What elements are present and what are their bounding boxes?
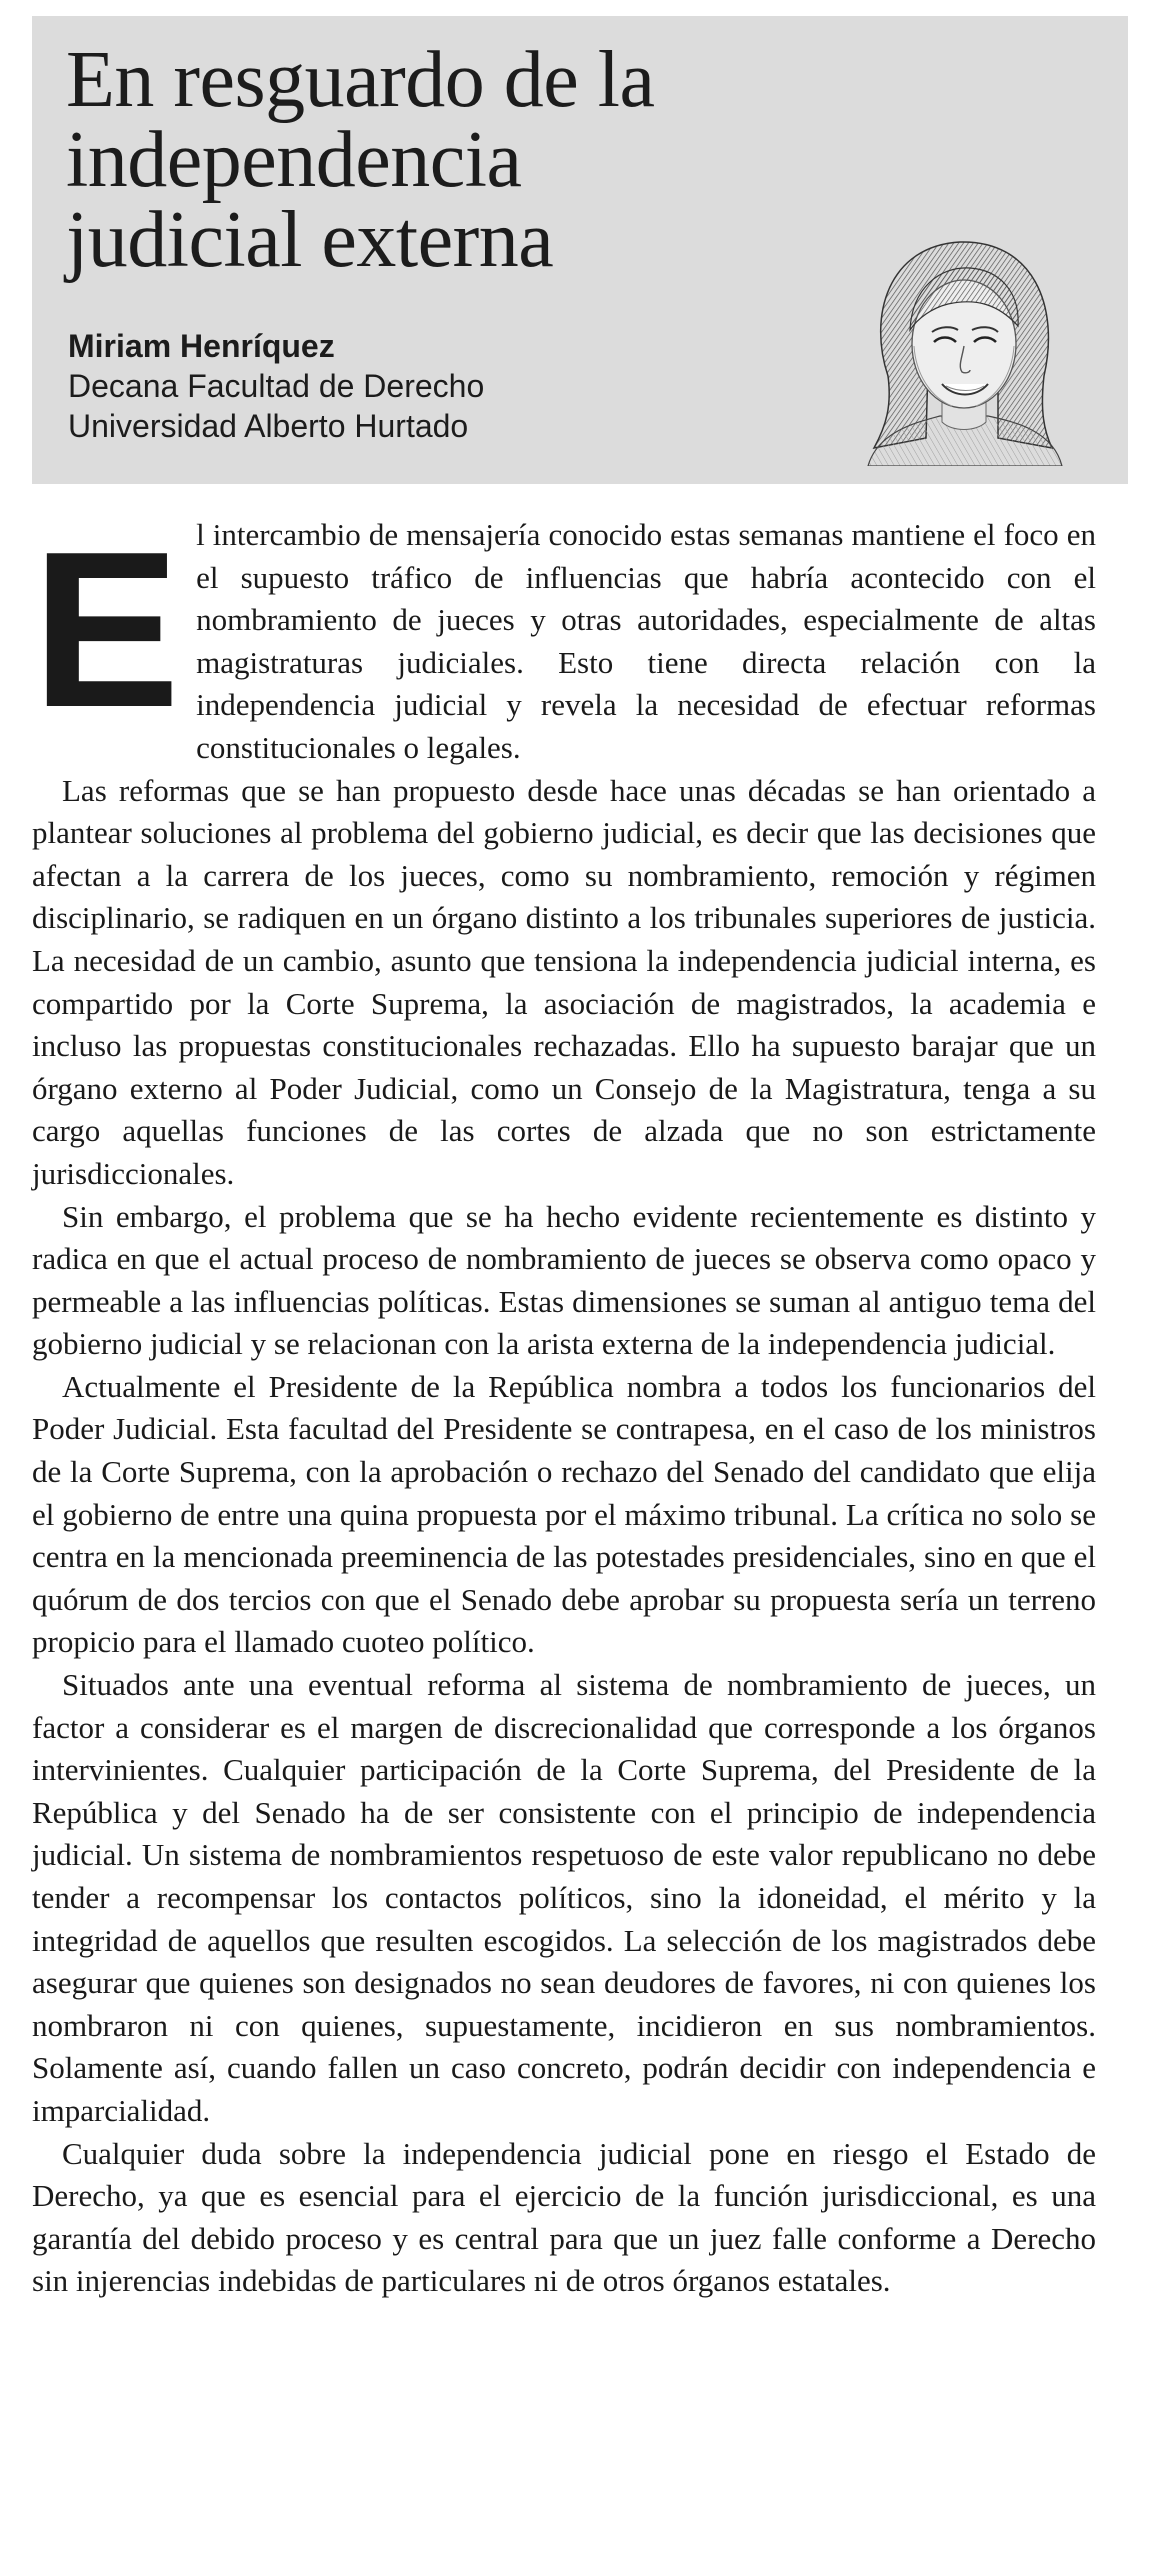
author-organization: Universidad Alberto Hurtado [68, 408, 469, 444]
article-paragraph-5: Situados ante una eventual reforma al sistema de nombramiento de jueces, un factor a considerar es el margen de discrecionalidad que corresponde a los órganos intervinientes. Cualquier participación de la Corte Suprema, del Presidente de la República y del Senado ha de ser consistente con el principio de independencia judicial. Un sistema de nombramientos respetuoso de este valor republicano no debe tender a recompensar los contactos políticos, sino la idoneidad, el mérito y la integridad de aquellos que resulten escogidos. La selección de los magistrados debe asegurar que quienes son designados no sean deudores de favores, ni con quienes los nombraron ni con quienes, supuestamente, incidieron en sus nombramientos. Solamente así, cuando fallen un caso concreto, podrán decidir con independencia e imparcialidad. [32, 1667, 1096, 2128]
article-paragraph-1 [32, 506, 1096, 770]
article-paragraph-4: Actualmente el Presidente de la República nombra a todos los funcionarios del Poder Judicial. Esta facultad del Presidente se contrapesa, en el caso de los ministros de la Corte Suprema, con la aprobación o rechazo del Senado del candidato que elija el gobierno de entre una quina propuesta por el máximo tribunal. La crítica no solo se centra en la mencionada preeminencia de las potestades presidenciales, sino en que el quórum de dos tercios con que el Senado debe aprobar su propuesta sería un terreno propicio para el llamado cuoteo político. [32, 1368, 1096, 1660]
title-line-2: independencia [66, 116, 522, 204]
drop-cap: E [32, 506, 181, 754]
title-line-3: judicial externa [66, 196, 554, 284]
article-body [32, 506, 1096, 2303]
author-name: Miriam Henríquez [68, 328, 335, 364]
paragraph-1-text: l intercambio de mensajería conocido estas semanas mantiene el foco en el supuesto tráfico de influencias que habría acontecido con el nombramiento de jueces y otras autoridades, especialmente de altas magistraturas judiciales. Esto tiene directa relación con la independencia judicial y revela la necesidad de efectuar reformas constitucionales o legales. [196, 517, 1096, 765]
author-role: Decana Facultad de Derecho [68, 368, 485, 404]
article-paragraph-2: Las reformas que se han propuesto desde hace unas décadas se han orientado a plantear soluciones al problema del gobierno judicial, es decir que las decisiones que afectan a la carrera de los jueces, como su nombramiento, remoción y régimen disciplinario, se radiquen en un órgano distinto a los tribunales superiores de justicia. La necesidad de un cambio, asunto que tensiona la independencia judicial interna, es compartido por la Corte Suprema, la asociación de magistrados, la academia e incluso las propuestas constitucionales rechazadas. Ello ha supuesto barajar que un órgano externo al Poder Judicial, como un Consejo de la Magistratura, tenga a su cargo aquellas funciones de las cortes de alzada que no son estrictamente jurisdiccionales. [32, 772, 1096, 1191]
author-portrait-illustration [848, 226, 1078, 466]
article-paragraph-6: Cualquier duda sobre la independencia judicial pone en riesgo el Estado de Derecho, ya que es esencial para el ejercicio de la función jurisdiccional, es una garantía del debido proceso y es central para que un juez falle conforme a Derecho sin injerencias indebidas de particulares ni de otros órganos estatales. [32, 2135, 1096, 2299]
article-title [66, 36, 826, 284]
title-line-1: En resguardo de la [66, 36, 655, 124]
article-paragraph-3: Sin embargo, el problema que se ha hecho evidente recientemente es distinto y radica en que el actual proceso de nombramiento de jueces se observa como opaco y permeable a las influencias políticas. Estas dimensiones se suman al antiguo tema del gobierno judicial y se relacionan con la arista externa de la independencia judicial. [32, 1198, 1096, 1362]
